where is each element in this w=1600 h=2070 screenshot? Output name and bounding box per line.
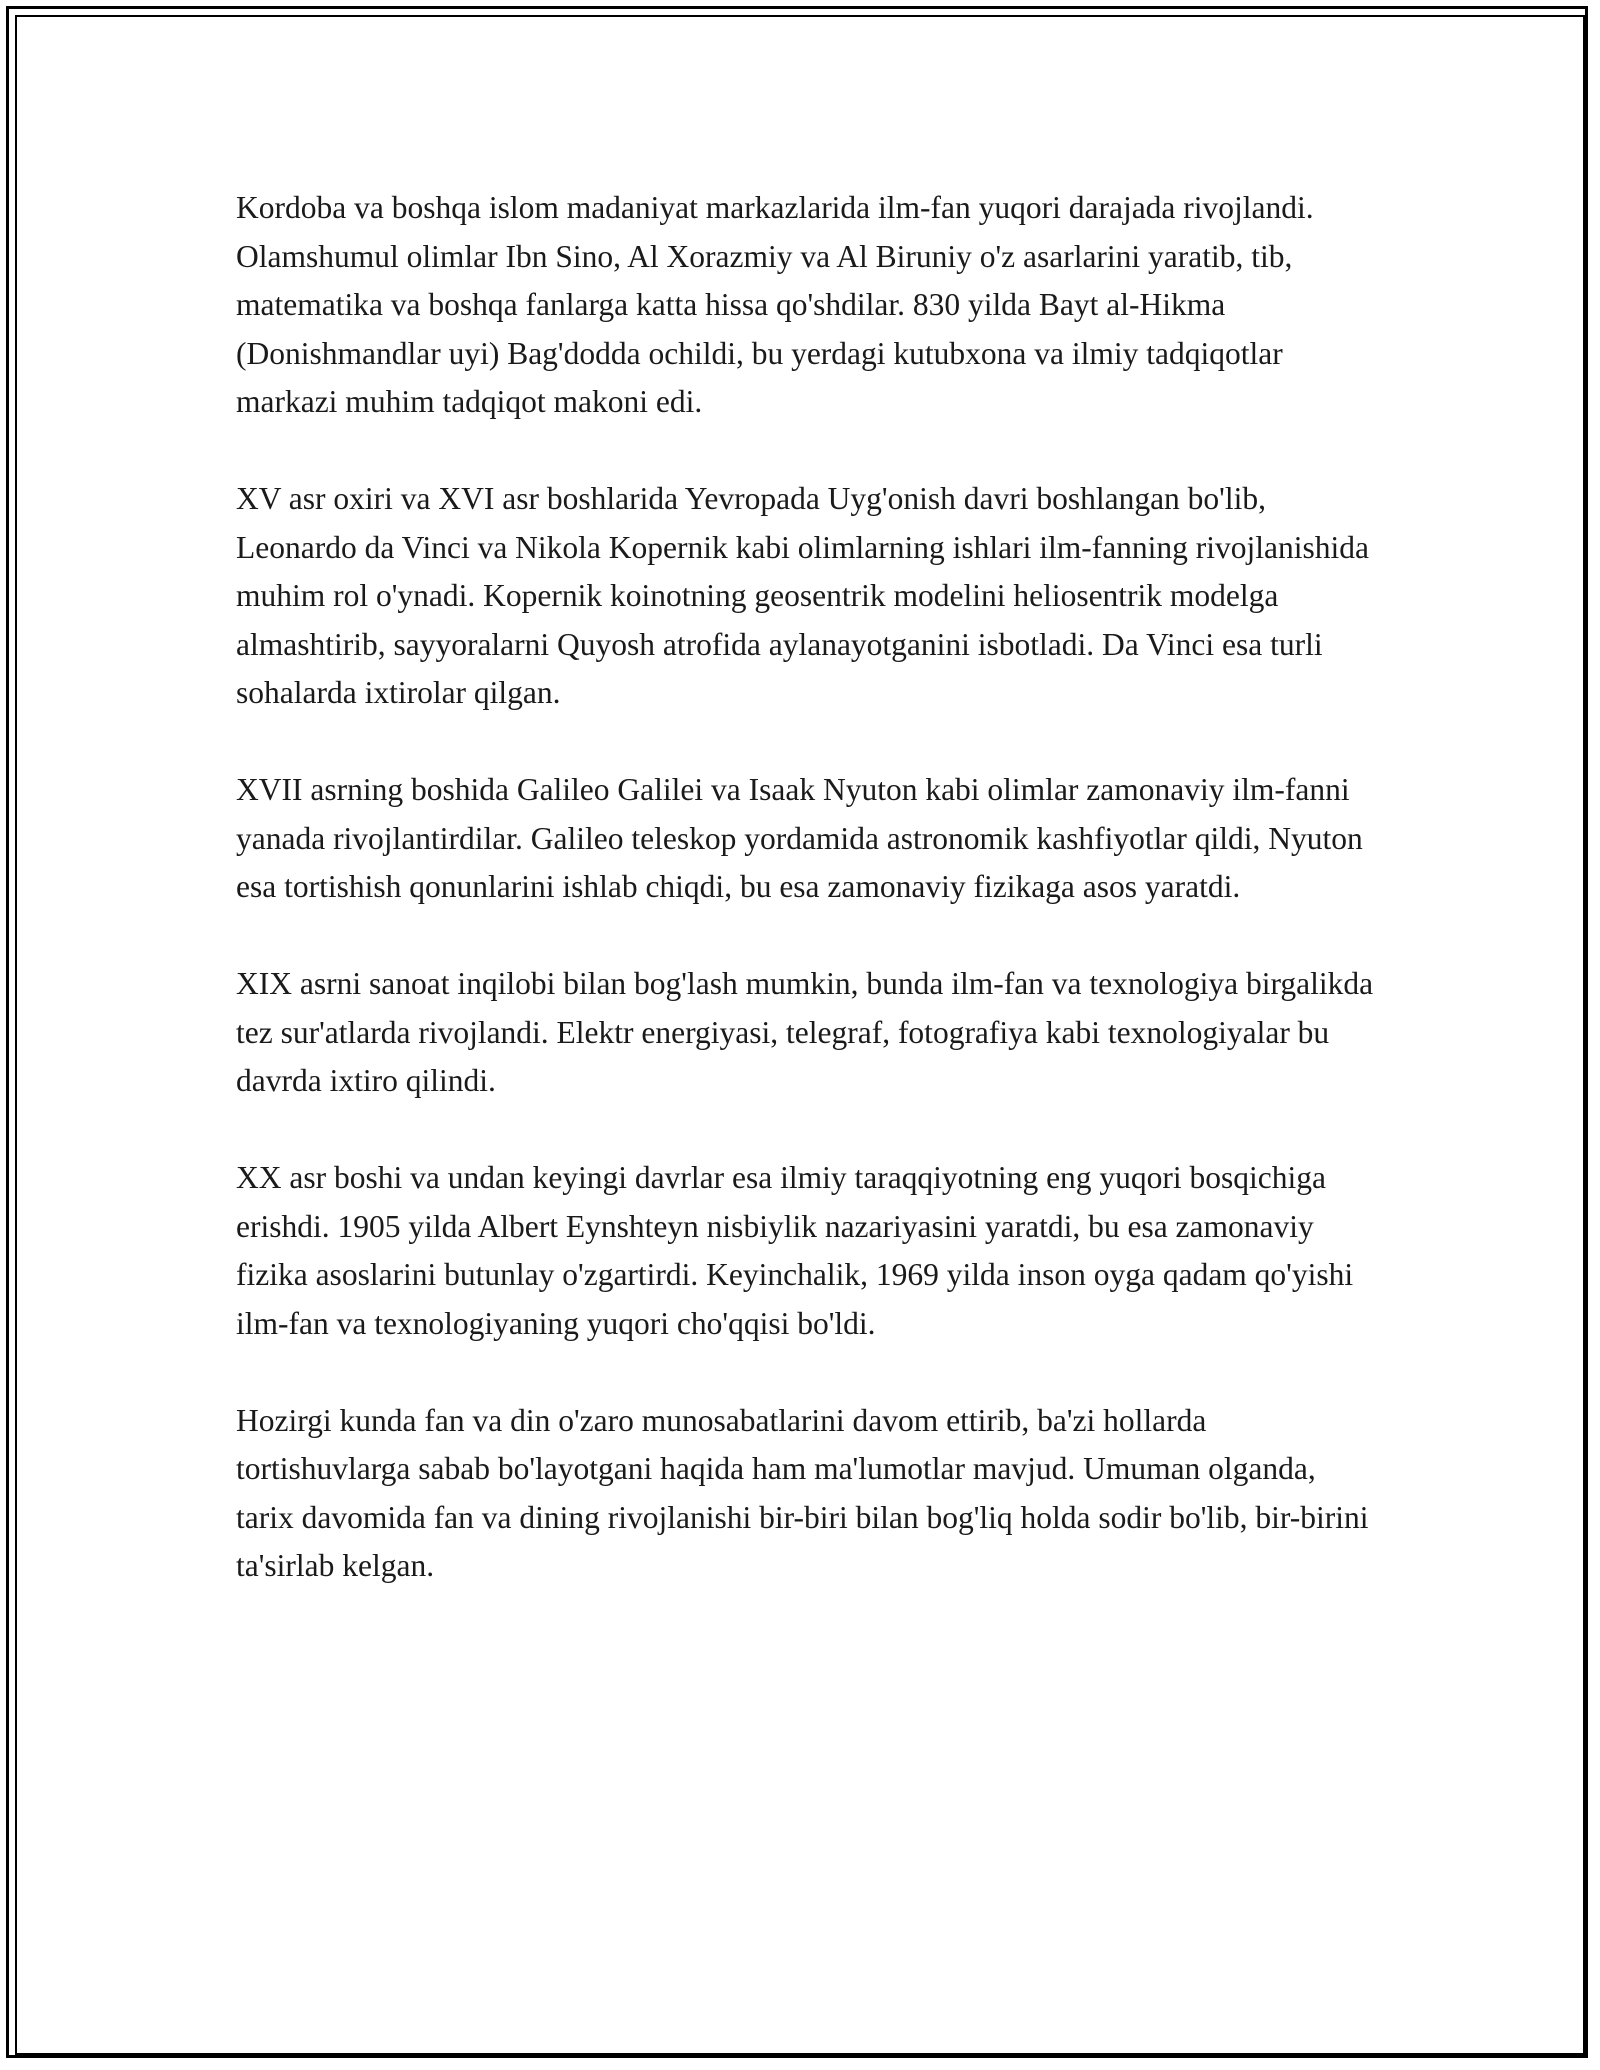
paragraph-present-day: Hozirgi kunda fan va din o'zaro munosabatlarini davom ettirib, ba'zi hollarda tortishuvlarga sabab bo'layotgani haqida ham ma'lumotlar mavjud. Umuman olganda, tarix davomida fan va dining rivojlanishi bir-biri bilan bog'liq holda sodir bo'lib, bir-birini ta'sirlab kelgan. xyxy=(236,1402,1369,1583)
paragraph-19th-century: XIX asrni sanoat inqilobi bilan bog'lash mumkin, bunda ilm-fan va texnologiya birgalikda tez sur'atlarda rivojlandi. Elektr energiyasi, telegraf, fotografiya kabi texnologiyalar bu davrda ixtiro qilindi. xyxy=(236,966,1374,1098)
paragraph-islamic-science: Kordoba va boshqa islom madaniyat markazlarida ilm-fan yuqori darajada rivojlandi. Olamshumul olimlar Ibn Sino, Al Xorazmiy va Al Biruniy o'z asarlarini yaratib, tib, matematika va boshqa fanlarga katta hissa qo'shdilar. 830 yilda Bayt al-Hikma (Donishmandlar uyi) Bag'dodda ochildi, bu yerdagi kutubxona va ilmiy tadqiqotlar markazi muhim tadqiqot makoni edi. xyxy=(236,190,1314,419)
document-body xyxy=(236,184,1376,1639)
paragraph-17th-century: XVII asrning boshida Galileo Galilei va Isaak Nyuton kabi olimlar zamonaviy ilm-fanni yanada rivojlantirdilar. Galileo teleskop yordamida astronomik kashfiyotlar qildi, Nyuton esa tortishish qonunlarini ishlab chiqdi, bu esa zamonaviy fizikaga asos yaratdi. xyxy=(236,772,1363,904)
paragraph-20th-century: XX asr boshi va undan keyingi davrlar esa ilmiy taraqqiyotning eng yuqori bosqichiga erishdi. 1905 yilda Albert Eynshteyn nisbiylik nazariyasini yaratdi, bu esa zamonaviy fizika asoslarini butunlay o'zgartirdi. Keyinchalik, 1969 yilda inson oyga qadam qo'yishi ilm-fan va texnologiyaning yuqori cho'qqisi bo'ldi. xyxy=(236,1160,1354,1341)
paragraph-renaissance: XV asr oxiri va XVI asr boshlarida Yevropada Uyg'onish davri boshlangan bo'lib, Leonardo da Vinci va Nikola Kopernik kabi olimlarning ishlari ilm-fanning rivojlanishida muhim rol o'ynadi. Kopernik koinotning geosentrik modelini heliosentrik modelga almashtirib, sayyoralarni Quyosh atrofida aylanayotganini isbotladi. Da Vinci esa turli sohalarda ixtirolar qilgan. xyxy=(236,481,1370,710)
